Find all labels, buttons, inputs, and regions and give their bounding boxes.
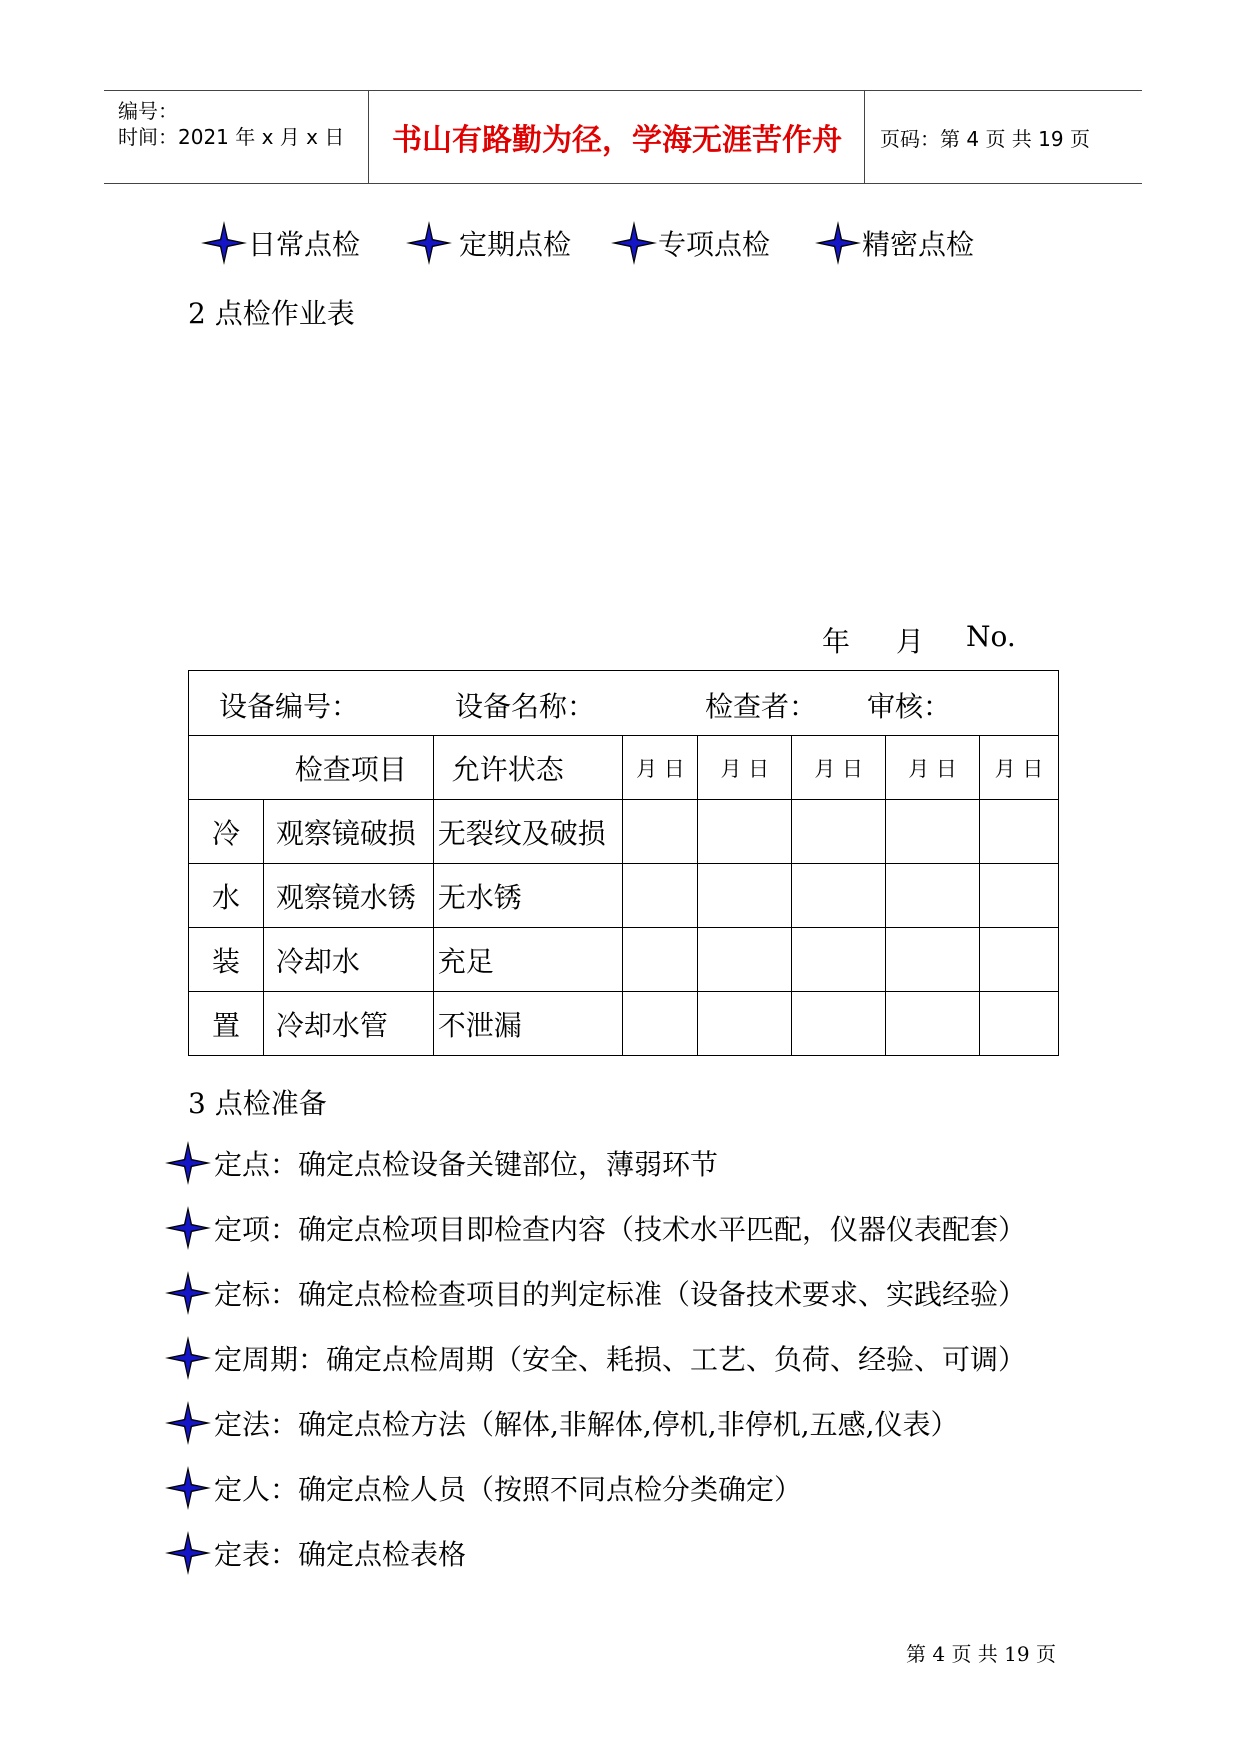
inspection-type-item <box>200 220 360 266</box>
four-point-star-icon <box>164 1270 212 1316</box>
group-label-char: 装 <box>189 928 264 992</box>
inspection-type-label: 定期点检 <box>459 228 572 261</box>
month-label: 月 <box>896 625 925 658</box>
row-state: 无水锈 <box>433 864 623 928</box>
col-header-date: 月 日 <box>623 736 698 800</box>
date-cell[interactable] <box>698 864 792 928</box>
table-row <box>189 800 1059 864</box>
prep-item-text: 定点：确定点检设备关键部位，薄弱环节 <box>214 1148 719 1181</box>
date-cell[interactable] <box>792 864 886 928</box>
inspection-type-label: 专项点检 <box>658 228 771 261</box>
group-label-char: 置 <box>189 992 264 1056</box>
prep-item <box>164 1530 466 1576</box>
col-header-state: 允许状态 <box>433 736 623 800</box>
year-label: 年 <box>822 625 851 658</box>
prep-item <box>164 1270 1026 1316</box>
table-row <box>189 864 1059 928</box>
prep-item <box>164 1465 802 1511</box>
row-item: 冷却水 <box>263 928 433 992</box>
prep-item-text: 定法：确定点检方法（解体,非解体,停机,非停机,五感,仪表） <box>214 1408 959 1441</box>
col-header-date: 月 日 <box>980 736 1059 800</box>
date-cell[interactable] <box>623 864 698 928</box>
four-point-star-icon <box>164 1465 212 1511</box>
equipment-info-cell <box>189 671 1059 736</box>
inspection-type-item <box>814 220 974 266</box>
prep-item-text: 定人：确定点检人员（按照不同点检分类确定） <box>214 1473 803 1506</box>
document-number-label: 编号： <box>118 99 178 123</box>
number-label: No. <box>966 620 1016 653</box>
table-row <box>189 992 1059 1056</box>
date-cell[interactable] <box>980 864 1059 928</box>
equipment-number-label: 设备编号： <box>219 690 360 723</box>
date-cell[interactable] <box>980 992 1059 1056</box>
date-cell[interactable] <box>792 992 886 1056</box>
four-point-star-icon <box>200 220 248 266</box>
date-cell[interactable] <box>886 928 980 992</box>
four-point-star-icon <box>164 1205 212 1251</box>
section-2-title: 2 点检作业表 <box>188 297 355 330</box>
reviewer-label: 审核： <box>867 690 952 723</box>
prep-item-text: 定周期：确定点检周期（安全、耗损、工艺、负荷、经验、可调） <box>214 1343 1027 1376</box>
four-point-star-icon <box>164 1530 212 1576</box>
prep-item <box>164 1140 718 1186</box>
row-state: 不泄漏 <box>433 992 623 1056</box>
table-info-row <box>189 671 1059 736</box>
date-cell[interactable] <box>886 992 980 1056</box>
group-label-char: 冷 <box>189 800 264 864</box>
page-header <box>104 90 1142 184</box>
four-point-star-icon <box>405 220 453 266</box>
inspection-type-label: 精密点检 <box>862 228 975 261</box>
date-cell[interactable] <box>623 800 698 864</box>
date-cell[interactable] <box>698 928 792 992</box>
group-label-char: 水 <box>189 864 264 928</box>
prep-item <box>164 1400 959 1446</box>
four-point-star-icon <box>610 220 658 266</box>
col-header-date: 月 日 <box>698 736 792 800</box>
col-header-date: 月 日 <box>886 736 980 800</box>
page-footer: 第 4 页 共 19 页 <box>906 1642 1056 1666</box>
prep-item <box>164 1335 1026 1381</box>
date-cell[interactable] <box>698 800 792 864</box>
four-point-star-icon <box>164 1335 212 1381</box>
table-row <box>189 928 1059 992</box>
row-item: 观察镜水锈 <box>263 864 433 928</box>
section-3-title: 3 点检准备 <box>188 1087 327 1120</box>
date-cell[interactable] <box>623 992 698 1056</box>
prep-item-text: 定标：确定点检检查项目的判定标准（设备技术要求、实践经验） <box>214 1278 1027 1311</box>
four-point-star-icon <box>164 1400 212 1446</box>
table-header-row <box>189 736 1059 800</box>
row-state: 充足 <box>433 928 623 992</box>
header-motto: 书山有路勤为径，学海无涯苦作舟 <box>370 91 865 183</box>
row-item: 观察镜破损 <box>263 800 433 864</box>
prep-item-text: 定表：确定点检表格 <box>214 1538 467 1571</box>
inspection-type-item <box>405 220 571 266</box>
inspection-type-label: 日常点检 <box>248 228 361 261</box>
equipment-name-label: 设备名称： <box>455 690 596 723</box>
document-time: 时间：2021 年 x 月 x 日 <box>118 125 345 149</box>
date-cell[interactable] <box>886 800 980 864</box>
col-header-date: 月 日 <box>792 736 886 800</box>
prep-item-text: 定项：确定点检项目即检查内容（技术水平匹配，仪器仪表配套） <box>214 1213 1027 1246</box>
date-cell[interactable] <box>698 992 792 1056</box>
inspection-type-item <box>610 220 770 266</box>
inspection-table <box>188 670 1059 1056</box>
date-cell[interactable] <box>792 928 886 992</box>
prep-item <box>164 1205 1026 1251</box>
date-cell[interactable] <box>980 928 1059 992</box>
date-cell[interactable] <box>886 864 980 928</box>
date-cell[interactable] <box>623 928 698 992</box>
header-meta <box>104 91 369 183</box>
row-item: 冷却水管 <box>263 992 433 1056</box>
date-cell[interactable] <box>980 800 1059 864</box>
row-state: 无裂纹及破损 <box>433 800 623 864</box>
inspector-label: 检查者： <box>705 690 818 723</box>
date-cell[interactable] <box>792 800 886 864</box>
four-point-star-icon <box>164 1140 212 1186</box>
col-header-item: 检查项目 <box>189 736 434 800</box>
header-page-number: 页码：第 4 页 共 19 页 <box>880 126 1090 151</box>
four-point-star-icon <box>814 220 862 266</box>
